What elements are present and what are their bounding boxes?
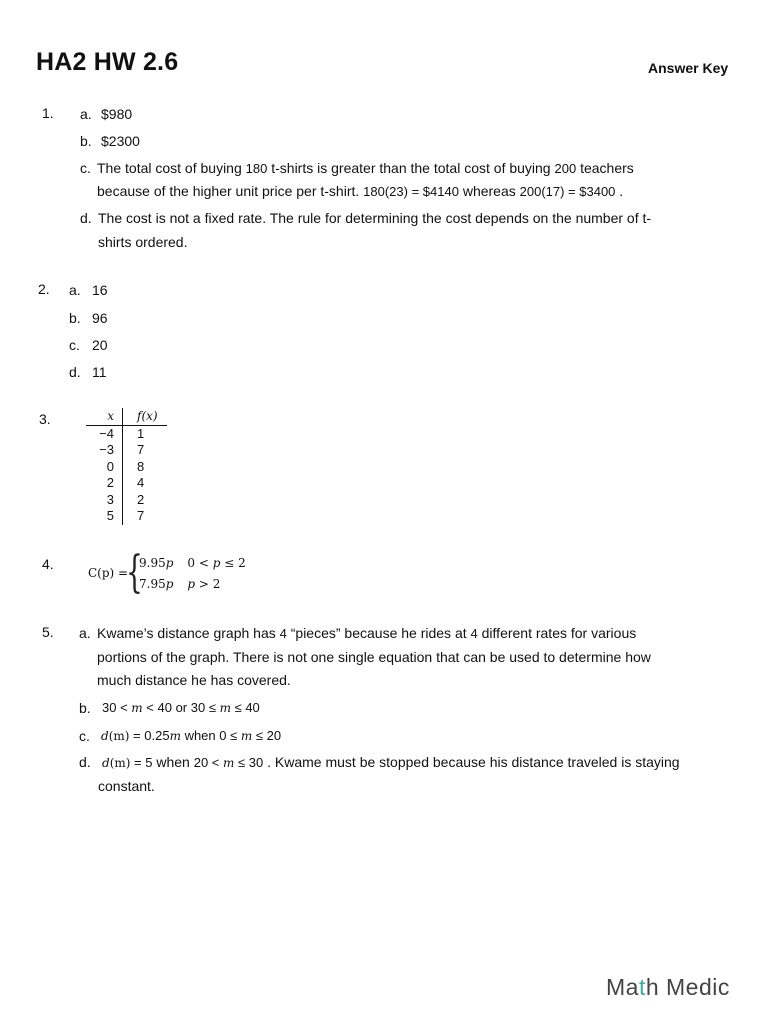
q2-d-answer: 11 [92, 364, 107, 380]
table-header-x: x [86, 408, 123, 425]
table-cell-fx: 8 [137, 458, 145, 474]
table-header-row [86, 408, 167, 425]
q2-c-letter: c. [69, 337, 80, 353]
table-row [86, 508, 167, 525]
question-1-number: 1. [42, 105, 54, 121]
q5-b-letter: b. [79, 700, 91, 716]
table-cell-x: 5 [86, 508, 123, 525]
q5-d-line1: d(m) = 5 when 20 < m ≤ 30 . Kwame must be stopped because his distance traveled is staying [102, 754, 680, 770]
question-4-number: 4. [42, 556, 54, 572]
table-cell-x: 3 [86, 492, 123, 509]
q2-c-answer: 20 [92, 337, 108, 353]
table-header-fx: f(x) [123, 408, 168, 425]
q5-a-line2: portions of the graph. There is not one single equation that can be used to determine how [97, 649, 651, 665]
table-row [86, 459, 167, 476]
q1-a-answer: $980 [101, 106, 133, 122]
q1-a-letter: a. [80, 106, 92, 122]
q2-b-letter: b. [69, 310, 81, 326]
table-cell-fx: 1 [137, 425, 145, 441]
table-row [86, 442, 167, 459]
table-cell-fx: 2 [137, 491, 145, 507]
q1-d-line2: shirts ordered. [98, 234, 188, 250]
q2-d-letter: d. [69, 364, 81, 380]
piecewise-lhs: C(p) = [88, 566, 129, 580]
q2-b-answer: 96 [92, 310, 108, 326]
table-row [86, 425, 167, 442]
piecewise-case-1: 9.95p 0 < p ≤ 2 [139, 556, 246, 570]
table-cell-fx: 7 [137, 508, 145, 523]
function-table [86, 408, 167, 525]
math-medic-logo: Math Medic [606, 974, 730, 1000]
table-row [86, 475, 167, 492]
q1-d-line1: The cost is not a fixed rate. The rule for determining the cost depends on the number of t- [98, 210, 652, 226]
question-5-number: 5. [42, 624, 54, 640]
table-cell-x: −3 [86, 442, 123, 459]
q5-c-letter: c. [79, 728, 90, 744]
q2-a-answer: 16 [92, 282, 108, 298]
q5-d-line2: constant. [98, 778, 155, 794]
table-cell-x: 0 [86, 459, 123, 476]
piecewise-case-2: 7.95p p > 2 [139, 577, 221, 591]
question-3-number: 3. [39, 411, 51, 427]
table-cell-fx: 4 [137, 475, 145, 490]
table-cell-x: −4 [86, 425, 123, 442]
q2-a-letter: a. [69, 282, 81, 298]
q1-c-letter: c. [80, 160, 91, 176]
q5-a-line3: much distance he has covered. [97, 672, 291, 688]
q5-b-answer: 30 < m < 40 or 30 ≤ m ≤ 40 [102, 700, 260, 715]
answer-key-label: Answer Key [648, 60, 729, 76]
question-2-number: 2. [38, 281, 50, 297]
q1-d-letter: d. [80, 210, 92, 226]
q5-a-line1: Kwame’s distance graph has 4 “pieces” because he rides at 4 different rates for various [97, 625, 637, 641]
table-row [86, 492, 167, 509]
q1-c-line1: The total cost of buying 180 t-shirts is greater than the total cost of buying 200 teachers [97, 160, 634, 176]
q5-d-letter: d. [79, 754, 91, 770]
q1-c-line2: because of the higher unit price per t-shirt. 180(23) = $4140 whereas 200(17) = $3400 . [97, 183, 624, 199]
table-cell-x: 2 [86, 475, 123, 492]
page-title: HA2 HW 2.6 [36, 48, 179, 76]
q1-b-answer: $2300 [101, 133, 140, 149]
piecewise-brace: { [126, 547, 143, 598]
q1-b-letter: b. [80, 133, 92, 149]
table-cell-fx: 7 [137, 442, 145, 457]
q5-a-letter: a. [79, 625, 91, 641]
q5-c-answer: d(m) = 0.25m when 0 ≤ m ≤ 20 [101, 728, 282, 743]
